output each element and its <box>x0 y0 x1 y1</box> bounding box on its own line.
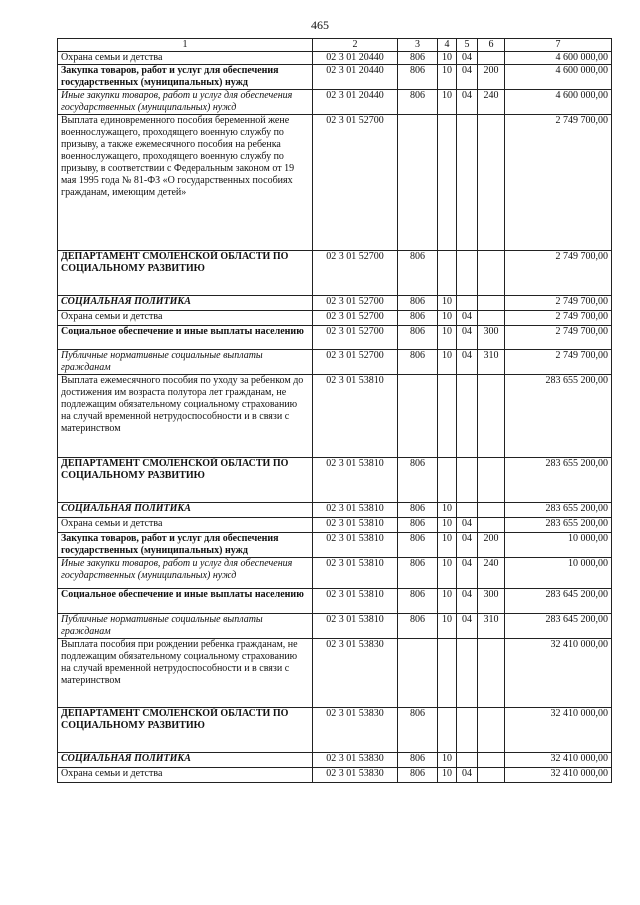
table-header-row <box>58 39 612 52</box>
ministry-code: 806 <box>398 503 438 518</box>
target-article-code: 02 3 01 53810 <box>313 503 398 518</box>
subsection-code <box>457 753 478 768</box>
target-article-code: 02 3 01 52700 <box>313 296 398 311</box>
amount-value: 283 655 200,00 <box>505 375 612 458</box>
target-article-code: 02 3 01 53810 <box>313 614 398 639</box>
amount-value: 10 000,00 <box>505 558 612 589</box>
amount-value: 32 410 000,00 <box>505 753 612 768</box>
ministry-code: 806 <box>398 533 438 558</box>
expense-type-code <box>478 768 505 783</box>
amount-value: 283 645 200,00 <box>505 589 612 614</box>
ministry-code: 806 <box>398 768 438 783</box>
ministry-code: 806 <box>398 251 438 296</box>
subsection-code: 04 <box>457 311 478 326</box>
section-code <box>438 639 457 708</box>
table-row <box>58 90 612 115</box>
expense-type-code <box>478 251 505 296</box>
subsection-code: 04 <box>457 614 478 639</box>
ministry-code: 806 <box>398 558 438 589</box>
target-article-code: 02 3 01 53810 <box>313 518 398 533</box>
table-row <box>58 503 612 518</box>
target-article-code: 02 3 01 53810 <box>313 533 398 558</box>
amount-value: 283 655 200,00 <box>505 518 612 533</box>
ministry-code: 806 <box>398 52 438 65</box>
expense-type-code: 240 <box>478 90 505 115</box>
row-description: СОЦИАЛЬНАЯ ПОЛИТИКА <box>58 753 313 768</box>
ministry-code <box>398 639 438 708</box>
ministry-code: 806 <box>398 753 438 768</box>
subsection-code: 04 <box>457 533 478 558</box>
table-row <box>58 311 612 326</box>
section-code: 10 <box>438 614 457 639</box>
table-row <box>58 326 612 350</box>
row-description: Иные закупки товаров, работ и услуг для обеспечения государственных (муниципальных) нужд <box>58 558 313 589</box>
row-description: СОЦИАЛЬНАЯ ПОЛИТИКА <box>58 296 313 311</box>
ministry-code: 806 <box>398 708 438 753</box>
section-code: 10 <box>438 518 457 533</box>
budget-table <box>57 38 612 783</box>
expense-type-code <box>478 708 505 753</box>
row-description: Выплата ежемесячного пособия по уходу за ребенком до достижения им возраста полутора лет гражданам, не подлежащим обязательному социальному страхованию на случай временной нетрудоспособности и в связи с материнством <box>58 375 313 458</box>
ministry-code: 806 <box>398 326 438 350</box>
column-header: 2 <box>313 39 398 52</box>
subsection-code: 04 <box>457 90 478 115</box>
table-row <box>58 65 612 90</box>
expense-type-code <box>478 458 505 503</box>
row-description: Выплата пособия при рождении ребенка гражданам, не подлежащим обязательному социальному страхованию на случай временной нетрудоспособности и в связи с материнством <box>58 639 313 708</box>
amount-value: 2 749 700,00 <box>505 326 612 350</box>
section-code <box>438 115 457 251</box>
target-article-code: 02 3 01 53830 <box>313 708 398 753</box>
row-description: Публичные нормативные социальные выплаты гражданам <box>58 614 313 639</box>
table-row <box>58 518 612 533</box>
subsection-code: 04 <box>457 65 478 90</box>
ministry-code: 806 <box>398 614 438 639</box>
subsection-code <box>457 251 478 296</box>
amount-value: 2 749 700,00 <box>505 311 612 326</box>
amount-value: 4 600 000,00 <box>505 90 612 115</box>
amount-value: 283 645 200,00 <box>505 614 612 639</box>
ministry-code: 806 <box>398 458 438 503</box>
expense-type-code <box>478 296 505 311</box>
ministry-code: 806 <box>398 518 438 533</box>
row-description: Социальное обеспечение и иные выплаты населению <box>58 589 313 614</box>
target-article-code: 02 3 01 52700 <box>313 251 398 296</box>
section-code: 10 <box>438 503 457 518</box>
table-row <box>58 350 612 375</box>
row-description: Охрана семьи и детства <box>58 768 313 783</box>
row-description: Закупка товаров, работ и услуг для обеспечения государственных (муниципальных) нужд <box>58 65 313 90</box>
amount-value: 2 749 700,00 <box>505 296 612 311</box>
subsection-code: 04 <box>457 558 478 589</box>
expense-type-code: 240 <box>478 558 505 589</box>
expense-type-code: 310 <box>478 350 505 375</box>
table-row <box>58 753 612 768</box>
table-row <box>58 768 612 783</box>
column-header: 7 <box>505 39 612 52</box>
expense-type-code: 200 <box>478 65 505 90</box>
amount-value: 2 749 700,00 <box>505 251 612 296</box>
target-article-code: 02 3 01 20440 <box>313 90 398 115</box>
subsection-code <box>457 115 478 251</box>
row-description: Иные закупки товаров, работ и услуг для обеспечения государственных (муниципальных) нужд <box>58 90 313 115</box>
column-header: 3 <box>398 39 438 52</box>
target-article-code: 02 3 01 52700 <box>313 326 398 350</box>
target-article-code: 02 3 01 20440 <box>313 65 398 90</box>
subsection-code <box>457 639 478 708</box>
target-article-code: 02 3 01 53830 <box>313 753 398 768</box>
expense-type-code <box>478 518 505 533</box>
row-description: Закупка товаров, работ и услуг для обеспечения государственных (муниципальных) нужд <box>58 533 313 558</box>
row-description: Охрана семьи и детства <box>58 52 313 65</box>
subsection-code: 04 <box>457 326 478 350</box>
target-article-code: 02 3 01 52700 <box>313 115 398 251</box>
amount-value: 283 655 200,00 <box>505 458 612 503</box>
ministry-code: 806 <box>398 350 438 375</box>
expense-type-code <box>478 375 505 458</box>
section-code: 10 <box>438 558 457 589</box>
section-code: 10 <box>438 589 457 614</box>
target-article-code: 02 3 01 53810 <box>313 375 398 458</box>
amount-value: 283 655 200,00 <box>505 503 612 518</box>
amount-value: 4 600 000,00 <box>505 52 612 65</box>
amount-value: 32 410 000,00 <box>505 639 612 708</box>
section-code: 10 <box>438 533 457 558</box>
amount-value: 32 410 000,00 <box>505 708 612 753</box>
expense-type-code <box>478 503 505 518</box>
expense-type-code <box>478 753 505 768</box>
ministry-code: 806 <box>398 65 438 90</box>
subsection-code <box>457 375 478 458</box>
table-row <box>58 614 612 639</box>
amount-value: 32 410 000,00 <box>505 768 612 783</box>
amount-value: 4 600 000,00 <box>505 65 612 90</box>
table-row <box>58 533 612 558</box>
section-code: 10 <box>438 326 457 350</box>
subsection-code <box>457 708 478 753</box>
table-row <box>58 296 612 311</box>
subsection-code <box>457 296 478 311</box>
subsection-code: 04 <box>457 768 478 783</box>
expense-type-code <box>478 52 505 65</box>
row-description: СОЦИАЛЬНАЯ ПОЛИТИКА <box>58 503 313 518</box>
target-article-code: 02 3 01 52700 <box>313 311 398 326</box>
row-description: Охрана семьи и детства <box>58 311 313 326</box>
table-row <box>58 375 612 458</box>
expense-type-code: 300 <box>478 326 505 350</box>
column-header: 5 <box>457 39 478 52</box>
expense-type-code: 310 <box>478 614 505 639</box>
target-article-code: 02 3 01 52700 <box>313 350 398 375</box>
target-article-code: 02 3 01 20440 <box>313 52 398 65</box>
row-description: Публичные нормативные социальные выплаты гражданам <box>58 350 313 375</box>
expense-type-code: 300 <box>478 589 505 614</box>
row-description: Социальное обеспечение и иные выплаты населению <box>58 326 313 350</box>
subsection-code: 04 <box>457 52 478 65</box>
ministry-code: 806 <box>398 311 438 326</box>
section-code: 10 <box>438 768 457 783</box>
ministry-code: 806 <box>398 589 438 614</box>
column-header: 6 <box>478 39 505 52</box>
table-row <box>58 708 612 753</box>
expense-type-code <box>478 639 505 708</box>
table-row <box>58 115 612 251</box>
subsection-code <box>457 458 478 503</box>
amount-value: 10 000,00 <box>505 533 612 558</box>
expense-type-code <box>478 311 505 326</box>
target-article-code: 02 3 01 53830 <box>313 639 398 708</box>
section-code: 10 <box>438 52 457 65</box>
subsection-code: 04 <box>457 589 478 614</box>
page-number: 465 <box>311 18 329 32</box>
section-code: 10 <box>438 311 457 326</box>
section-code <box>438 458 457 503</box>
row-description: Выплата единовременного пособия беременной жене военнослужащего, проходящего военную службу по призыву, а также ежемесячного пособия на ребенка военнослужащего, проходящего военную службу по призыву, в соответствии с Федеральным законом от 19 мая 1995 года № 81-ФЗ «О государственных пособиях гражданам, имеющим детей» <box>58 115 313 251</box>
table-row <box>58 251 612 296</box>
section-code: 10 <box>438 350 457 375</box>
ministry-code: 806 <box>398 90 438 115</box>
section-code: 10 <box>438 296 457 311</box>
table-row <box>58 639 612 708</box>
row-description: Охрана семьи и детства <box>58 518 313 533</box>
target-article-code: 02 3 01 53810 <box>313 589 398 614</box>
amount-value: 2 749 700,00 <box>505 350 612 375</box>
target-article-code: 02 3 01 53810 <box>313 558 398 589</box>
subsection-code: 04 <box>457 350 478 375</box>
section-code: 10 <box>438 90 457 115</box>
row-description: ДЕПАРТАМЕНТ СМОЛЕНСКОЙ ОБЛАСТИ ПО СОЦИАЛЬНОМУ РАЗВИТИЮ <box>58 458 313 503</box>
column-header: 1 <box>58 39 313 52</box>
expense-type-code <box>478 115 505 251</box>
subsection-code: 04 <box>457 518 478 533</box>
expense-type-code: 200 <box>478 533 505 558</box>
row-description: ДЕПАРТАМЕНТ СМОЛЕНСКОЙ ОБЛАСТИ ПО СОЦИАЛЬНОМУ РАЗВИТИЮ <box>58 708 313 753</box>
amount-value: 2 749 700,00 <box>505 115 612 251</box>
ministry-code: 806 <box>398 296 438 311</box>
target-article-code: 02 3 01 53830 <box>313 768 398 783</box>
column-header: 4 <box>438 39 457 52</box>
table-row <box>58 558 612 589</box>
ministry-code <box>398 375 438 458</box>
section-code: 10 <box>438 65 457 90</box>
ministry-code <box>398 115 438 251</box>
subsection-code <box>457 503 478 518</box>
section-code <box>438 251 457 296</box>
section-code <box>438 708 457 753</box>
table-row <box>58 589 612 614</box>
table-row <box>58 52 612 65</box>
section-code: 10 <box>438 753 457 768</box>
row-description: ДЕПАРТАМЕНТ СМОЛЕНСКОЙ ОБЛАСТИ ПО СОЦИАЛЬНОМУ РАЗВИТИЮ <box>58 251 313 296</box>
table-row <box>58 458 612 503</box>
target-article-code: 02 3 01 53810 <box>313 458 398 503</box>
section-code <box>438 375 457 458</box>
